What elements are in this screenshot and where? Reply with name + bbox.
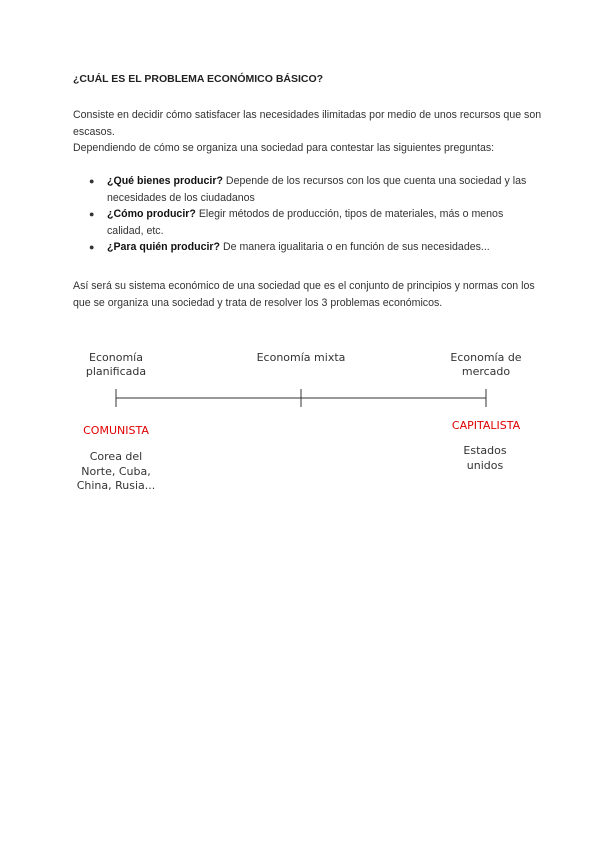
question-text: Depende de los recursos con los que cuenta una sociedad y las necesidades de los ciudadanos [107,175,527,204]
question-text: Elegir métodos de producción, tipos de materiales, más o menos calidad, etc. [107,208,504,237]
question-text: De manera igualitaria o en función de sus necesidades... [220,241,490,253]
label-capitalist: CAPITALISTA [451,419,521,432]
capitalist-examples: Estados unidos [463,444,507,472]
question-title: ¿Para quién producir? [107,241,221,253]
intro-line-1: Consiste en decidir cómo satisfacer las necesidades ilimitadas por medio de unos recursos que son escasos. [73,109,542,138]
question-title: ¿Cómo producir? [107,208,196,220]
question-title: ¿Qué bienes producir? [107,175,223,187]
label-planned-economy: Economía planificada [85,351,147,378]
outro-paragraph: Así será su sistema económico de una sociedad que es el conjunto de principios y normas con los que se organiza una sociedad y trata de resolver los 3 problemas económicos. [73,280,535,309]
label-mixed-economy: Economía mixta [256,351,346,364]
communist-examples: Corea del Norte, Cuba, China, Rusia... [76,450,156,492]
page-title: ¿CUÁL ES EL PROBLEMA ECONÓMICO BÁSICO? [73,73,324,85]
intro-line-2: Dependiendo de cómo se organiza una sociedad para contestar las siguientes preguntas: [73,142,495,154]
bullet-icon: ● [89,209,95,219]
bullet-icon: ● [89,176,95,186]
label-communist: COMUNISTA [83,424,149,437]
bullet-icon: ● [89,242,95,252]
label-market-economy: Economía de mercado [450,351,522,378]
